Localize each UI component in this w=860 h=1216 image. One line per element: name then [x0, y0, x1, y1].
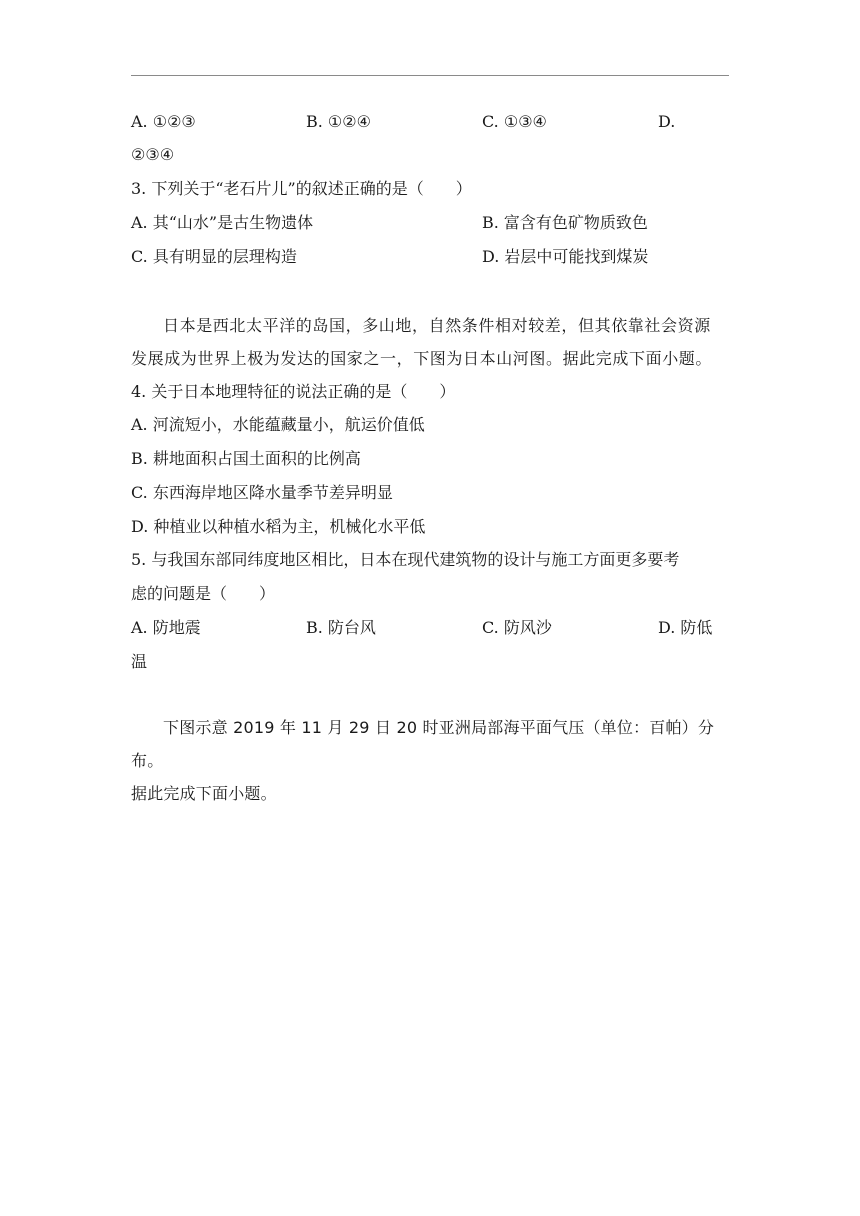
- japan-passage-line1: 日本是西北太平洋的岛国，多山地，自然条件相对较差，但其依靠社会资源: [163, 316, 711, 335]
- header-rule: [131, 75, 729, 76]
- q5-stem-line1: 5. 与我国东部同纬度地区相比，日本在现代建筑物的设计与施工方面更多要考: [131, 550, 680, 569]
- q5-option-c[interactable]: C. 防风沙: [482, 618, 552, 637]
- pressure-passage: [131, 711, 731, 810]
- q5-option-a[interactable]: A. 防地震: [131, 618, 201, 637]
- q5-option-d[interactable]: D. 防低: [658, 618, 713, 637]
- q2-option-d-continued: ②③④: [131, 145, 175, 164]
- q2-option-a[interactable]: A. ①②③: [131, 112, 196, 131]
- q2-option-b[interactable]: B. ①②④: [306, 112, 371, 131]
- q3-option-d[interactable]: D. 岩层中可能找到煤炭: [482, 247, 649, 266]
- q5-option-d-continued: 温: [131, 652, 148, 671]
- q4-option-c[interactable]: C. 东西海岸地区降水量季节差异明显: [131, 483, 393, 502]
- q2-option-c[interactable]: C. ①③④: [482, 112, 547, 131]
- pressure-passage-line1: 下图示意 2019 年 11 月 29 日 20 时亚洲局部海平面气压（单位：百帕）分布。: [131, 718, 715, 770]
- q4-option-d[interactable]: D. 种植业以种植水稻为主，机械化水平低: [131, 517, 426, 536]
- q3-option-b[interactable]: B. 富含有色矿物质致色: [482, 213, 648, 232]
- q5-stem-line2: 虑的问题是（ ）: [131, 584, 276, 603]
- pressure-passage-line2: 据此完成下面小题。: [131, 784, 277, 803]
- q3-option-a[interactable]: A. 其“山水”是古生物遗体: [131, 213, 314, 232]
- japan-passage-line2: 发展成为世界上极为发达的国家之一，下图为日本山河图。据此完成下面小题。: [131, 349, 713, 368]
- q3-option-c[interactable]: C. 具有明显的层理构造: [131, 247, 297, 266]
- q4-option-b[interactable]: B. 耕地面积占国土面积的比例高: [131, 449, 361, 468]
- q5-option-b[interactable]: B. 防台风: [306, 618, 376, 637]
- q4-option-a[interactable]: A. 河流短小，水能蕴藏量小，航运价值低: [131, 415, 425, 434]
- q3-stem: 3. 下列关于“老石片儿”的叙述正确的是（ ）: [131, 179, 472, 198]
- q2-option-d[interactable]: D.: [658, 112, 676, 131]
- japan-passage: [131, 309, 731, 375]
- q4-stem: 4. 关于日本地理特征的说法正确的是（ ）: [131, 382, 456, 401]
